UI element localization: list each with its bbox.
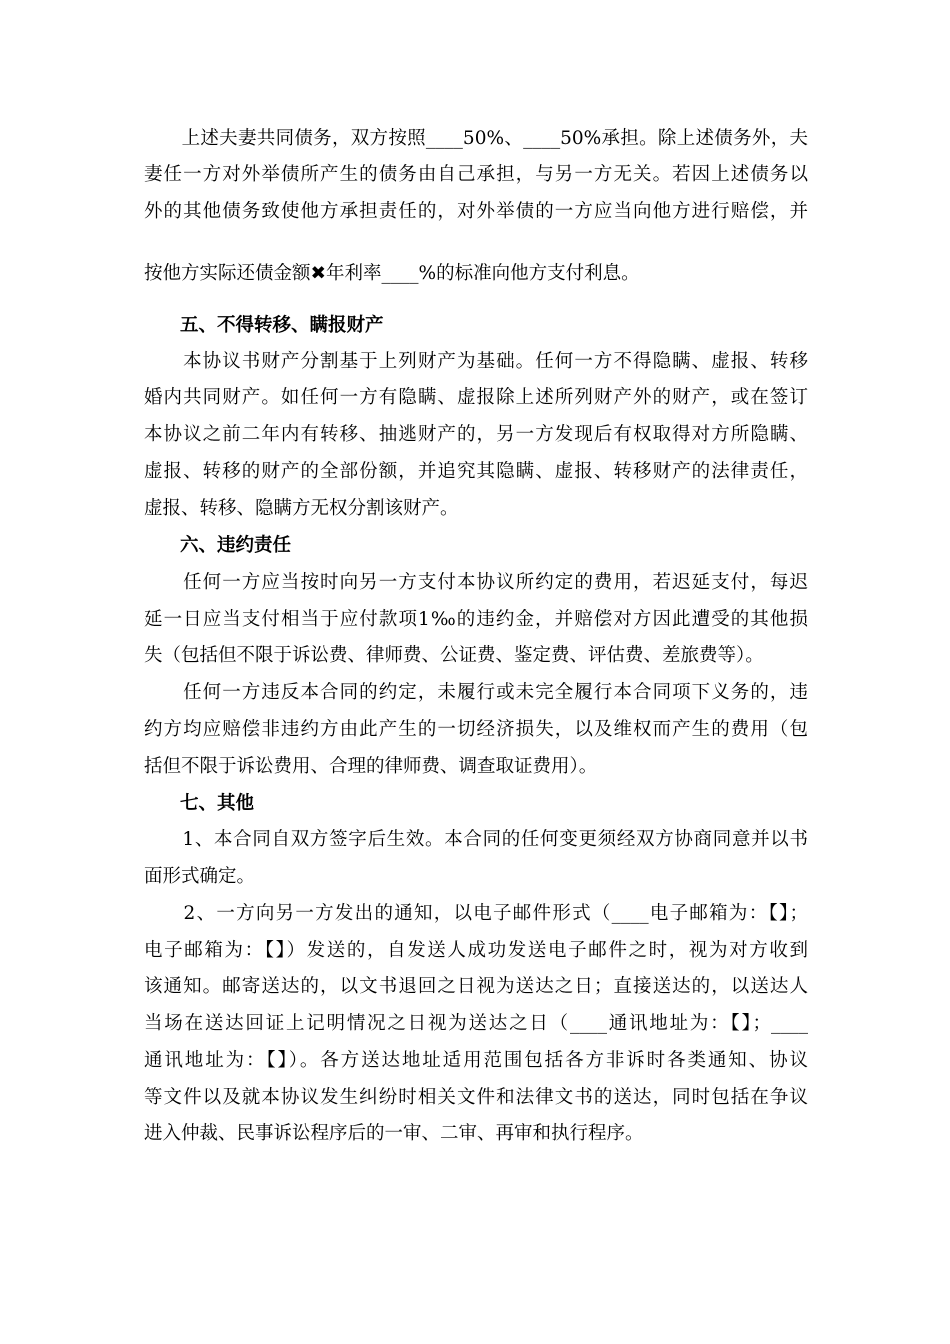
text-line: 妻任一方对外举债所产生的债务由自己承担，与另一方无关。若因上述债务以 xyxy=(144,164,808,185)
text-line: 括但不限于诉讼费用、合理的律师费、调查取证费用）。 xyxy=(144,756,598,777)
text-line: 外的其他债务致使他方承担责任的，对外举债的一方应当向他方进行赔偿，并 xyxy=(144,201,808,222)
text-line: 电子邮箱为：【】）发送的，自发送人成功发送电子邮件之时，视为对方收到 xyxy=(144,940,808,961)
text-line: 该通知。邮寄送达的，以文书退回之日视为送达之日；直接送达的，以送达人 xyxy=(144,976,808,997)
text-line: 虚报、转移的财产的全部份额，并追究其隐瞒、虚报、转移财产的法律责任， xyxy=(144,461,808,482)
text-line: 1、本合同自双方签字后生效。本合同的任何变更须经双方协商同意并以书 xyxy=(144,829,808,850)
text-line: 任何一方应当按时向另一方支付本协议所约定的费用，若迟延支付，每迟 xyxy=(144,572,808,593)
text-line: 约方均应赔偿非违约方由此产生的一切经济损失，以及维权而产生的费用（包 xyxy=(144,719,808,740)
text-line: 进入仲裁、民事诉讼程序后的一审、二审、再审和执行程序。 xyxy=(144,1123,644,1144)
section-heading: 七、其他 xyxy=(180,793,255,814)
section-heading: 五、不得转移、瞒报财产 xyxy=(180,315,384,336)
section-heading: 六、违约责任 xyxy=(180,535,292,556)
text-line: 通讯地址为：【】）。各方送达地址适用范围包括各方非诉时各类通知、协议 xyxy=(144,1050,808,1071)
text-line: 当场在送达回证上记明情况之日视为送达之日（____通讯地址为：【】；____ xyxy=(144,1013,808,1034)
text-line: 上述夫妻共同债务，双方按照____50%、____50%承担。除上述债务外，夫 xyxy=(144,128,808,149)
text-line: 任何一方违反本合同的约定，未履行或未完全履行本合同项下义务的，违 xyxy=(144,682,808,703)
text-line: 虚报、转移、隐瞒方无权分割该财产。 xyxy=(144,498,459,519)
text-line: 失（包括但不限于诉讼费、律师费、公证费、鉴定费、评估费、差旅费等）。 xyxy=(144,645,764,666)
text-line: 2、一方向另一方发出的通知，以电子邮件形式（____电子邮箱为：【】； xyxy=(144,903,808,924)
text-line: 婚内共同财产。如任何一方有隐瞒、虚报除上述所列财产外的财产，或在签订 xyxy=(144,387,808,408)
text-line: 本协议书财产分割基于上列财产为基础。任何一方不得隐瞒、虚报、转移 xyxy=(144,351,808,372)
text-line: 按他方实际还债金额✖年利率____%的标准向他方支付利息。 xyxy=(144,263,640,284)
text-line: 本协议之前二年内有转移、抽逃财产的，另一方发现后有权取得对方所隐瞒、 xyxy=(144,424,808,445)
text-line: 等文件以及就本协议发生纠纷时相关文件和法律文书的送达，同时包括在争议 xyxy=(144,1087,808,1108)
text-line: 面形式确定。 xyxy=(144,866,256,887)
text-line: 延一日应当支付相当于应付款项1‰的违约金，并赔偿对方因此遭受的其他损 xyxy=(144,609,808,630)
